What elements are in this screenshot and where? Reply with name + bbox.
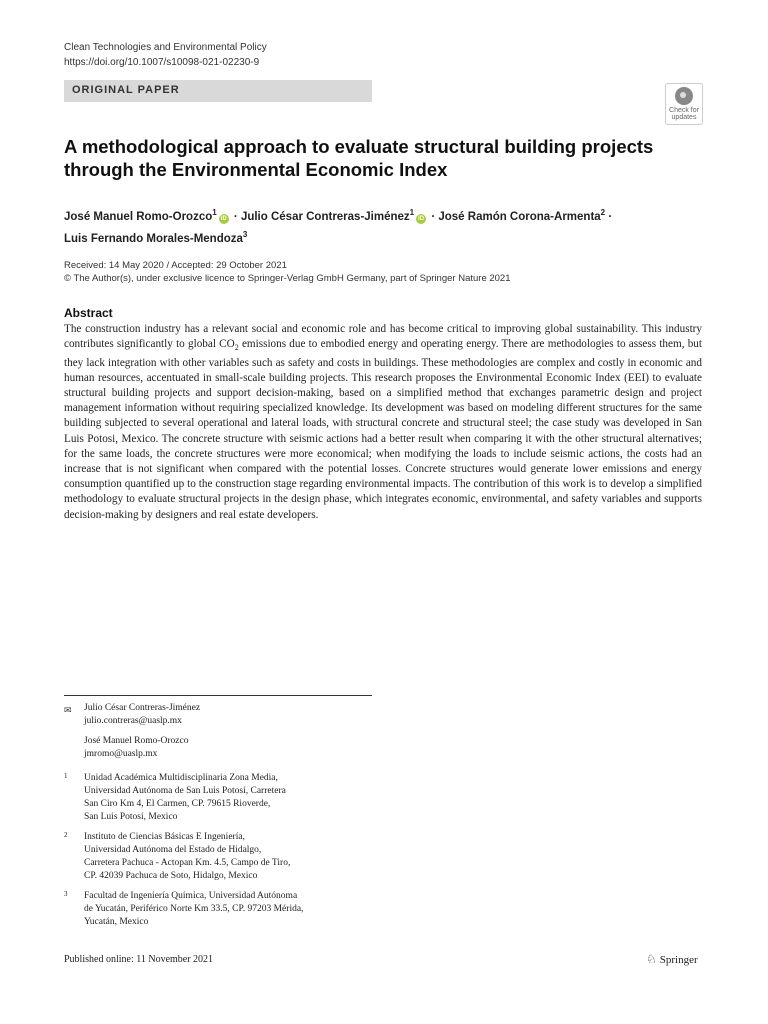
check-updates-text-2: updates — [671, 114, 697, 121]
springer-horse-icon: ♘ — [646, 952, 657, 966]
paper-type-label: ORIGINAL PAPER — [72, 84, 180, 96]
abstract-part-1: The construction industry has a relevant social and economic role and has become critical to improving global sustainability. This industry contributes significantly to global CO — [64, 323, 702, 351]
author-name: Julio César Contreras-Jiménez — [240, 210, 410, 223]
orcid-icon[interactable]: iD — [220, 215, 227, 222]
corresponding-author-email[interactable]: jmromo@uaslp.mx — [84, 749, 158, 759]
affiliation-number: 3 — [64, 890, 68, 898]
affiliation-marker: 1 — [409, 208, 415, 217]
journal-name: Clean Technologies and Environmental Policy — [64, 42, 267, 53]
journal-header — [64, 40, 267, 70]
orcid-icon[interactable]: iD — [418, 215, 425, 222]
author-name: José Manuel Romo-Orozco — [64, 210, 213, 223]
affiliation-line: Yucatán, Mexico — [84, 917, 149, 927]
author-list — [64, 204, 704, 248]
affiliation-line: Universidad Autónoma del Estado de Hidalgo, — [84, 845, 262, 855]
corresponding-author-email[interactable]: julio.contreras@uaslp.mx — [84, 716, 182, 726]
check-updates-icon — [675, 87, 693, 105]
published-online: Published online: 11 November 2021 — [64, 954, 214, 965]
affiliation-line: San Ciro Km 4, El Carmen, CP. 79615 Rioverde, — [84, 799, 271, 809]
affiliation-2 — [64, 831, 374, 883]
affiliation-marker: 3 — [242, 229, 248, 239]
author-name: José Ramón Corona-Armenta — [438, 210, 601, 223]
authors-line-2 — [64, 226, 704, 248]
title-line-1: A methodological approach to evaluate structural building projects — [64, 136, 654, 157]
affiliation-line: Carretera Pachuca - Actopan Km. 4.5, Campo de Tiro, — [84, 858, 291, 868]
title-line-2: through the Environmental Economic Index — [64, 159, 448, 180]
corresponding-author-name: José Manuel Romo-Orozco — [84, 736, 189, 746]
envelope-icon: ✉ — [64, 705, 72, 715]
check-for-updates-badge[interactable] — [665, 83, 703, 125]
publication-dates — [64, 259, 511, 285]
affiliation-line: San Luis Potosí, Mexico — [84, 812, 178, 822]
paper-title — [64, 135, 704, 181]
author-separator: · — [605, 210, 613, 223]
co2-subscript: 2 — [234, 343, 239, 353]
doi-link[interactable]: https://doi.org/10.1007/s10098-021-02230-9 — [64, 57, 260, 68]
abstract-heading: Abstract — [64, 306, 113, 320]
affiliation-line: CP. 42039 Pachuca de Soto, Hidalgo, Mexico — [84, 871, 258, 881]
received-accepted: Received: 14 May 2020 / Accepted: 29 October 2021 — [64, 260, 287, 271]
affiliation-line: Universidad Autónoma de San Luis Potosí, Carretera — [84, 786, 286, 796]
author-separator: · — [230, 210, 241, 223]
affiliation-line: de Yucatán, Periférico Norte Km 33.5, CP. 97203 Mérida, — [84, 904, 304, 914]
affiliation-marker: 1 — [212, 208, 217, 217]
publisher-logo — [646, 952, 698, 967]
abstract-part-2: emissions due to embodied energy and operating energy. There are methodologies to assess them, but they lack integration with other variables such as safety and costs in buildings. These methodologies are complex and costly in economic and human resources, accentuated in small-scale building projects. This research proposes the Environmental Economic Index (EEI) to evaluate structural building projects and support decision-making, based on a simplified method that exchanges parametric design and project management information without requiring specialized knowledge. Its development was based on modeling different structures for the same building subjected to several operational and lateral loads, with structural concrete and structural steel; the case study was developed in San Luis Potosi, Mexico. The concrete structure with seismic actions had a better result when comparing it with the other structural alternatives; for the same loads, the concrete structures were more economical; when modifying the loads to include seismic actions, the costs had an increase that is not significant when compared with the potential losses. Concrete structures would generate lower emissions and energy consumption quantified up to the construction stage regarding environmental impacts. The contribution of this work is to develop a simplified methodology to evaluate structural projects in the design phase, which integrates economic, environmental, and safety variables and supports decision-making by designers and real estate developers. — [64, 338, 703, 521]
corresponding-author-name: Julio César Contreras-Jiménez — [84, 703, 201, 713]
affiliation-marker: 2 — [600, 208, 606, 217]
footnote-divider — [64, 695, 372, 696]
author-name: Luis Fernando Morales-Mendoza — [64, 232, 243, 245]
affiliation-3 — [64, 890, 374, 929]
affiliation-line: Instituto de Ciencias Básicas E Ingeniería, — [84, 832, 245, 842]
affiliation-line: Facultad de Ingeniería Química, Universidad Autónoma — [84, 891, 298, 901]
authors-line-1 — [64, 204, 704, 226]
affiliation-1 — [64, 772, 374, 824]
check-updates-text: Check for — [669, 107, 699, 114]
publisher-name: Springer — [659, 954, 698, 966]
affiliation-line: Unidad Académica Multidisciplinaria Zona Media, — [84, 773, 278, 783]
copyright-notice: © The Author(s), under exclusive licence to Springer-Verlag GmbH Germany, part of Springer Nature 2021 — [64, 273, 511, 284]
affiliation-number: 2 — [64, 831, 68, 839]
author-separator: · — [428, 210, 439, 223]
correspondence-block — [64, 702, 200, 761]
paper-type-band — [64, 80, 372, 102]
affiliation-number: 1 — [64, 772, 68, 780]
abstract-text — [64, 322, 702, 523]
